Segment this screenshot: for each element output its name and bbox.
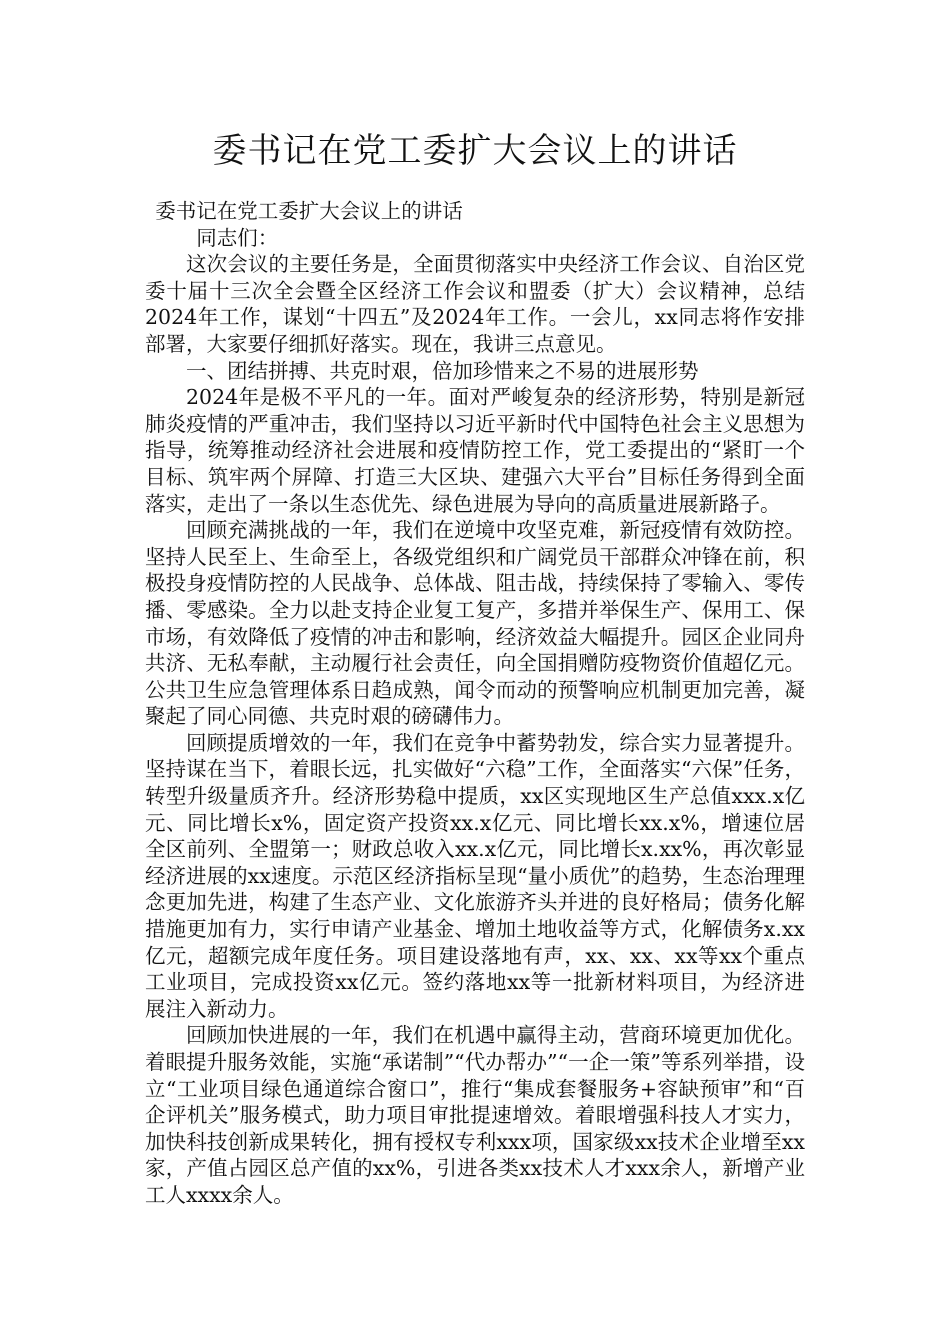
document-body: [145, 198, 805, 1209]
paragraph-2024-review: 2024年是极不平凡的一年。面对严峻复杂的经济形势，特别是新冠肺炎疫情的严重冲击，我们坚持以习近平新时代中国特色社会主义思想为指导，统筹推动经济社会进展和疫情防控工作，党工委提出的“紧盯一个目标、筑牢两个屏障、打造三大区块、建强六大平台”目标任务得到全面落实，走出了一条以生态优先、绿色进展为导向的高质量进展新路子。: [145, 385, 805, 516]
salutation: 同志们：: [196, 225, 279, 250]
document-subtitle: 委书记在党工委扩大会议上的讲话: [155, 199, 463, 223]
paragraph-intro: 这次会议的主要任务是，全面贯彻落实中央经济工作会议、自治区党委十届十三次全会暨全区经济工作会议和盟委（扩大）会议精神，总结2024年工作，谋划“十四五”及2024年工作。一会儿，xx同志将作安排部署，大家要仔细抓好落实。现在，我讲三点意见。: [145, 252, 805, 356]
document-title: 委书记在党工委扩大会议上的讲话: [212, 131, 738, 171]
paragraph-challenges: 回顾充满挑战的一年，我们在逆境中攻坚克难，新冠疫情有效防控。坚持人民至上、生命至上，各级党组织和广阔党员干部群众冲锋在前，积极投身疫情防控的人民战争、总体战、阻击战，持续保持了零输入、零传播、零感染。全力以赴支持企业复工复产，多措并举保生产、保用工、保市场，有效降低了疫情的冲击和影响，经济效益大幅提升。园区企业同舟共济、无私奉献，主动履行社会责任，向全国捐赠防疫物资价值超亿元。公共卫生应急管理体系日趋成熟，闻令而动的预警响应机制更加完善，凝聚起了同心同德、共克时艰的磅礴伟力。: [145, 518, 805, 729]
paragraph-accelerated-development: 回顾加快进展的一年，我们在机遇中赢得主动，营商环境更加优化。着眼提升服务效能，实施“承诺制”“代办帮办”“一企一策”等系列举措，设立“工业项目绿色通道综合窗口”，推行“集成套餐服务+容缺预审”和“百企评机关”服务模式，助力项目审批提速增效。着眼增强科技人才实力，加快科技创新成果转化，拥有授权专利xxx项，国家级xx技术企业增至xx家，产值占园区总产值的xx%，引进各类xx技术人才xxx余人，新增产业工人xxxx余人。: [145, 1023, 805, 1207]
section-heading-1: 一、团结拼搏、共克时艰，倍加珍惜来之不易的进展形势: [186, 358, 699, 383]
paragraph-quality-efficiency: 回顾提质增效的一年，我们在竞争中蓄势勃发，综合实力显著提升。坚持谋在当下，着眼长远，扎实做好“六稳”工作，全面落实“六保”任务，转型升级量质齐升。经济形势稳中提质，xx区实现地区生产总值xxx.x亿元、同比增长x%，固定资产投资xx.x亿元、同比增长xx.x%，增速位居全区前列、全盟第一；财政总收入xx.x亿元，同比增长x.xx%，再次彰显经济进展的xx速度。示范区经济指标呈现“量小质优”的趋势，生态治理理念更加先进，构建了生态产业、文化旅游齐头并进的良好格局；债务化解措施更加有力，实行申请产业基金、增加土地收益等方式，化解债务x.xx亿元，超额完成年度任务。项目建设落地有声，xx、xx、xx等xx个重点工业项目，完成投资xx亿元。签约落地xx等一批新材料项目，为经济进展注入新动力。: [145, 730, 805, 1021]
